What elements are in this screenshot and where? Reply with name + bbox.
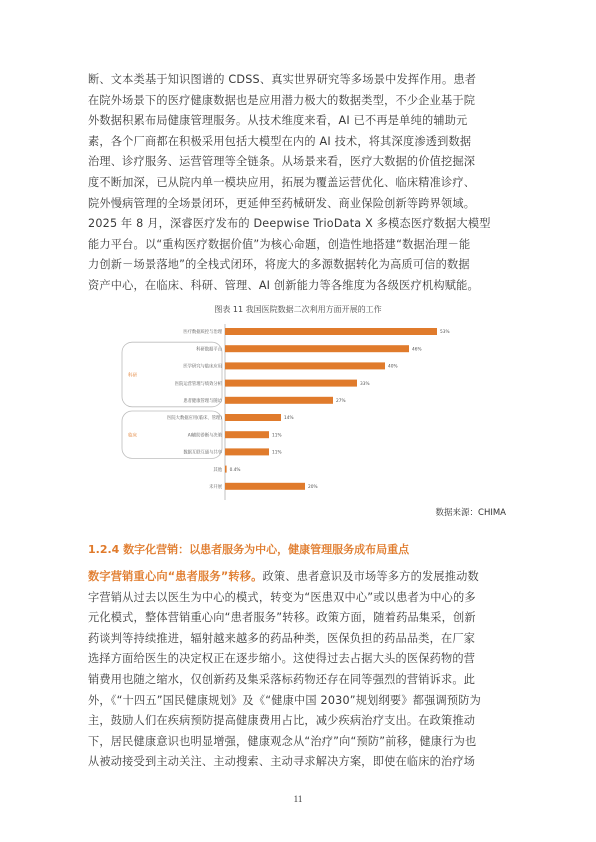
- category-label: 医疗数据质控与治理: [183, 330, 222, 336]
- paragraph-line: 院外慢病管理的全场景闭环，更延伸至药械研发、商业保险创新等跨界领域。: [88, 196, 476, 210]
- category-label: 医院大数据应用(临床、管理): [167, 416, 222, 422]
- paragraph-line: 资产中心，在临床、科研、管理、AI 创新能力等各维度为各级医疗机构赋能。: [88, 278, 479, 292]
- chart-bar: [225, 328, 437, 335]
- data-label: 40%: [388, 364, 398, 370]
- chart-bar: [225, 362, 385, 369]
- data-label: 53%: [440, 330, 450, 336]
- paragraph-line: 外数据积累布局健康管理服务。从技术维度来看，AI 已不再是单纯的辅助元: [88, 114, 468, 128]
- bar-chart: [120, 322, 480, 504]
- chart-bar: [225, 466, 227, 473]
- data-label: 14%: [284, 416, 294, 422]
- paragraph-line: 从被动接受到主动关注、主动搜索、主动寻求解决方案，即使在临床的治疗场: [88, 755, 476, 769]
- chart-bar: [225, 397, 333, 404]
- paragraph-line: 下，居民健康意识也明显增强，健康观念从“治疗”向“预防”前移，健康行为也: [88, 734, 477, 748]
- data-label: 46%: [412, 347, 422, 353]
- paragraph-line: 在院外场景下的医疗健康数据也是应用潜力极大的数据类型，不少企业基于院: [88, 93, 476, 107]
- paragraph-line: 度不断加深，已从院内单一模块应用，拓展为覆盖运营优化、临床精准诊疗、: [88, 175, 476, 189]
- data-label: 0.4%: [229, 467, 241, 473]
- paragraph-line: 选择方面给医生的决定权正在逐步缩小。这使得过去占据大头的医保药物的营: [88, 652, 476, 666]
- paragraph-line: 元化模式，整体营销重心向“患者服务”转移。政策方面，随着药品集采，创新: [88, 611, 476, 625]
- group-label: 临床: [128, 433, 137, 439]
- data-label: 20%: [308, 485, 318, 490]
- chart-bar: [225, 448, 269, 455]
- intro-paragraph: [88, 70, 508, 297]
- paragraph-line: 字营销从过去以医生为中心的模式，转变为“医患双中心”或以患者为中心的多: [88, 590, 476, 604]
- chart-bar: [225, 431, 269, 438]
- paragraph-line: 药谈判等持续推进，辐射越来越多的药品种类，医保负担的药品品类，在厂家: [88, 631, 476, 645]
- paragraph-line: 主，鼓励人们在疾病预防提高健康费用占比，减少疾病治疗支出。在政策推动: [88, 714, 476, 728]
- category-label: 未开展: [209, 485, 222, 490]
- page-number: 11: [293, 794, 303, 804]
- section-heading: 1.2.4 数字化营销：以患者服务为中心，健康管理服务成布局重点: [88, 543, 410, 556]
- source-note: 数据来源：CHIMA: [435, 508, 506, 518]
- category-label: 医学研究与临床应用: [183, 364, 222, 370]
- highlight-lead: 数字营销重心向“患者服务”转移。: [88, 570, 263, 583]
- category-label: AI辅助诊断与决策: [187, 433, 222, 439]
- data-label: 11%: [272, 433, 282, 439]
- category-label: 其他: [213, 467, 222, 473]
- category-label: 科研数据平台: [196, 347, 222, 353]
- paragraph-line: 治理、诊疗服务、运营管理等全链条。从场景来看，医疗大数据的价值挖掘深: [88, 155, 476, 169]
- chart-bar: [225, 414, 281, 421]
- paragraph-line-text: 政策、患者意识及市场等多方的发展推动数: [262, 570, 479, 583]
- category-label: 数据互联互通与共享: [183, 450, 222, 456]
- data-label: 33%: [360, 381, 370, 387]
- paragraph-line: [88, 567, 508, 588]
- group-label: 科研: [128, 373, 137, 379]
- paragraph-line: 能力平台。以“重构医疗数据价值”为核心命题，创造性地搭建“数据治理－能: [88, 237, 471, 251]
- paragraph-line: 力创新－场景落地”的全栈式闭环，将庞大的多源数据转化为高质可信的数据: [88, 258, 470, 272]
- paragraph-line: 2025 年 8 月，深睿医疗发布的 Deepwise TrioData X 多模态医疗数据大模型: [88, 217, 491, 231]
- chart-bar: [225, 483, 305, 490]
- data-label: 27%: [336, 399, 346, 404]
- paragraph-line: 外，《“十四五”国民健康规划》及《“健康中国 2030”规划纲要》都强调预防为: [88, 693, 482, 707]
- chart-bar: [225, 345, 409, 352]
- marketing-paragraph: [88, 567, 508, 773]
- category-label: 医院运营管理与绩效分析: [174, 381, 222, 387]
- paragraph-line: 素，各个厂商都在积极采用包括大模型在内的 AI 技术，将其深度渗透到数据: [88, 134, 472, 148]
- chart-bar: [225, 380, 357, 387]
- category-label: 患者健康管理与随访: [183, 399, 222, 404]
- data-label: 11%: [272, 450, 282, 456]
- paragraph-line: 销费用也随之缩水，仅创新药及集采落标药物还存在同等强烈的营销诉求。此: [88, 672, 476, 686]
- paragraph-line: 断、文本类基于知识图谱的 CDSS、真实世界研究等多场景中发挥作用。患者: [88, 73, 477, 86]
- figure-caption: 图表 11 我国医院数据二次利用方面开展的工作: [214, 305, 382, 314]
